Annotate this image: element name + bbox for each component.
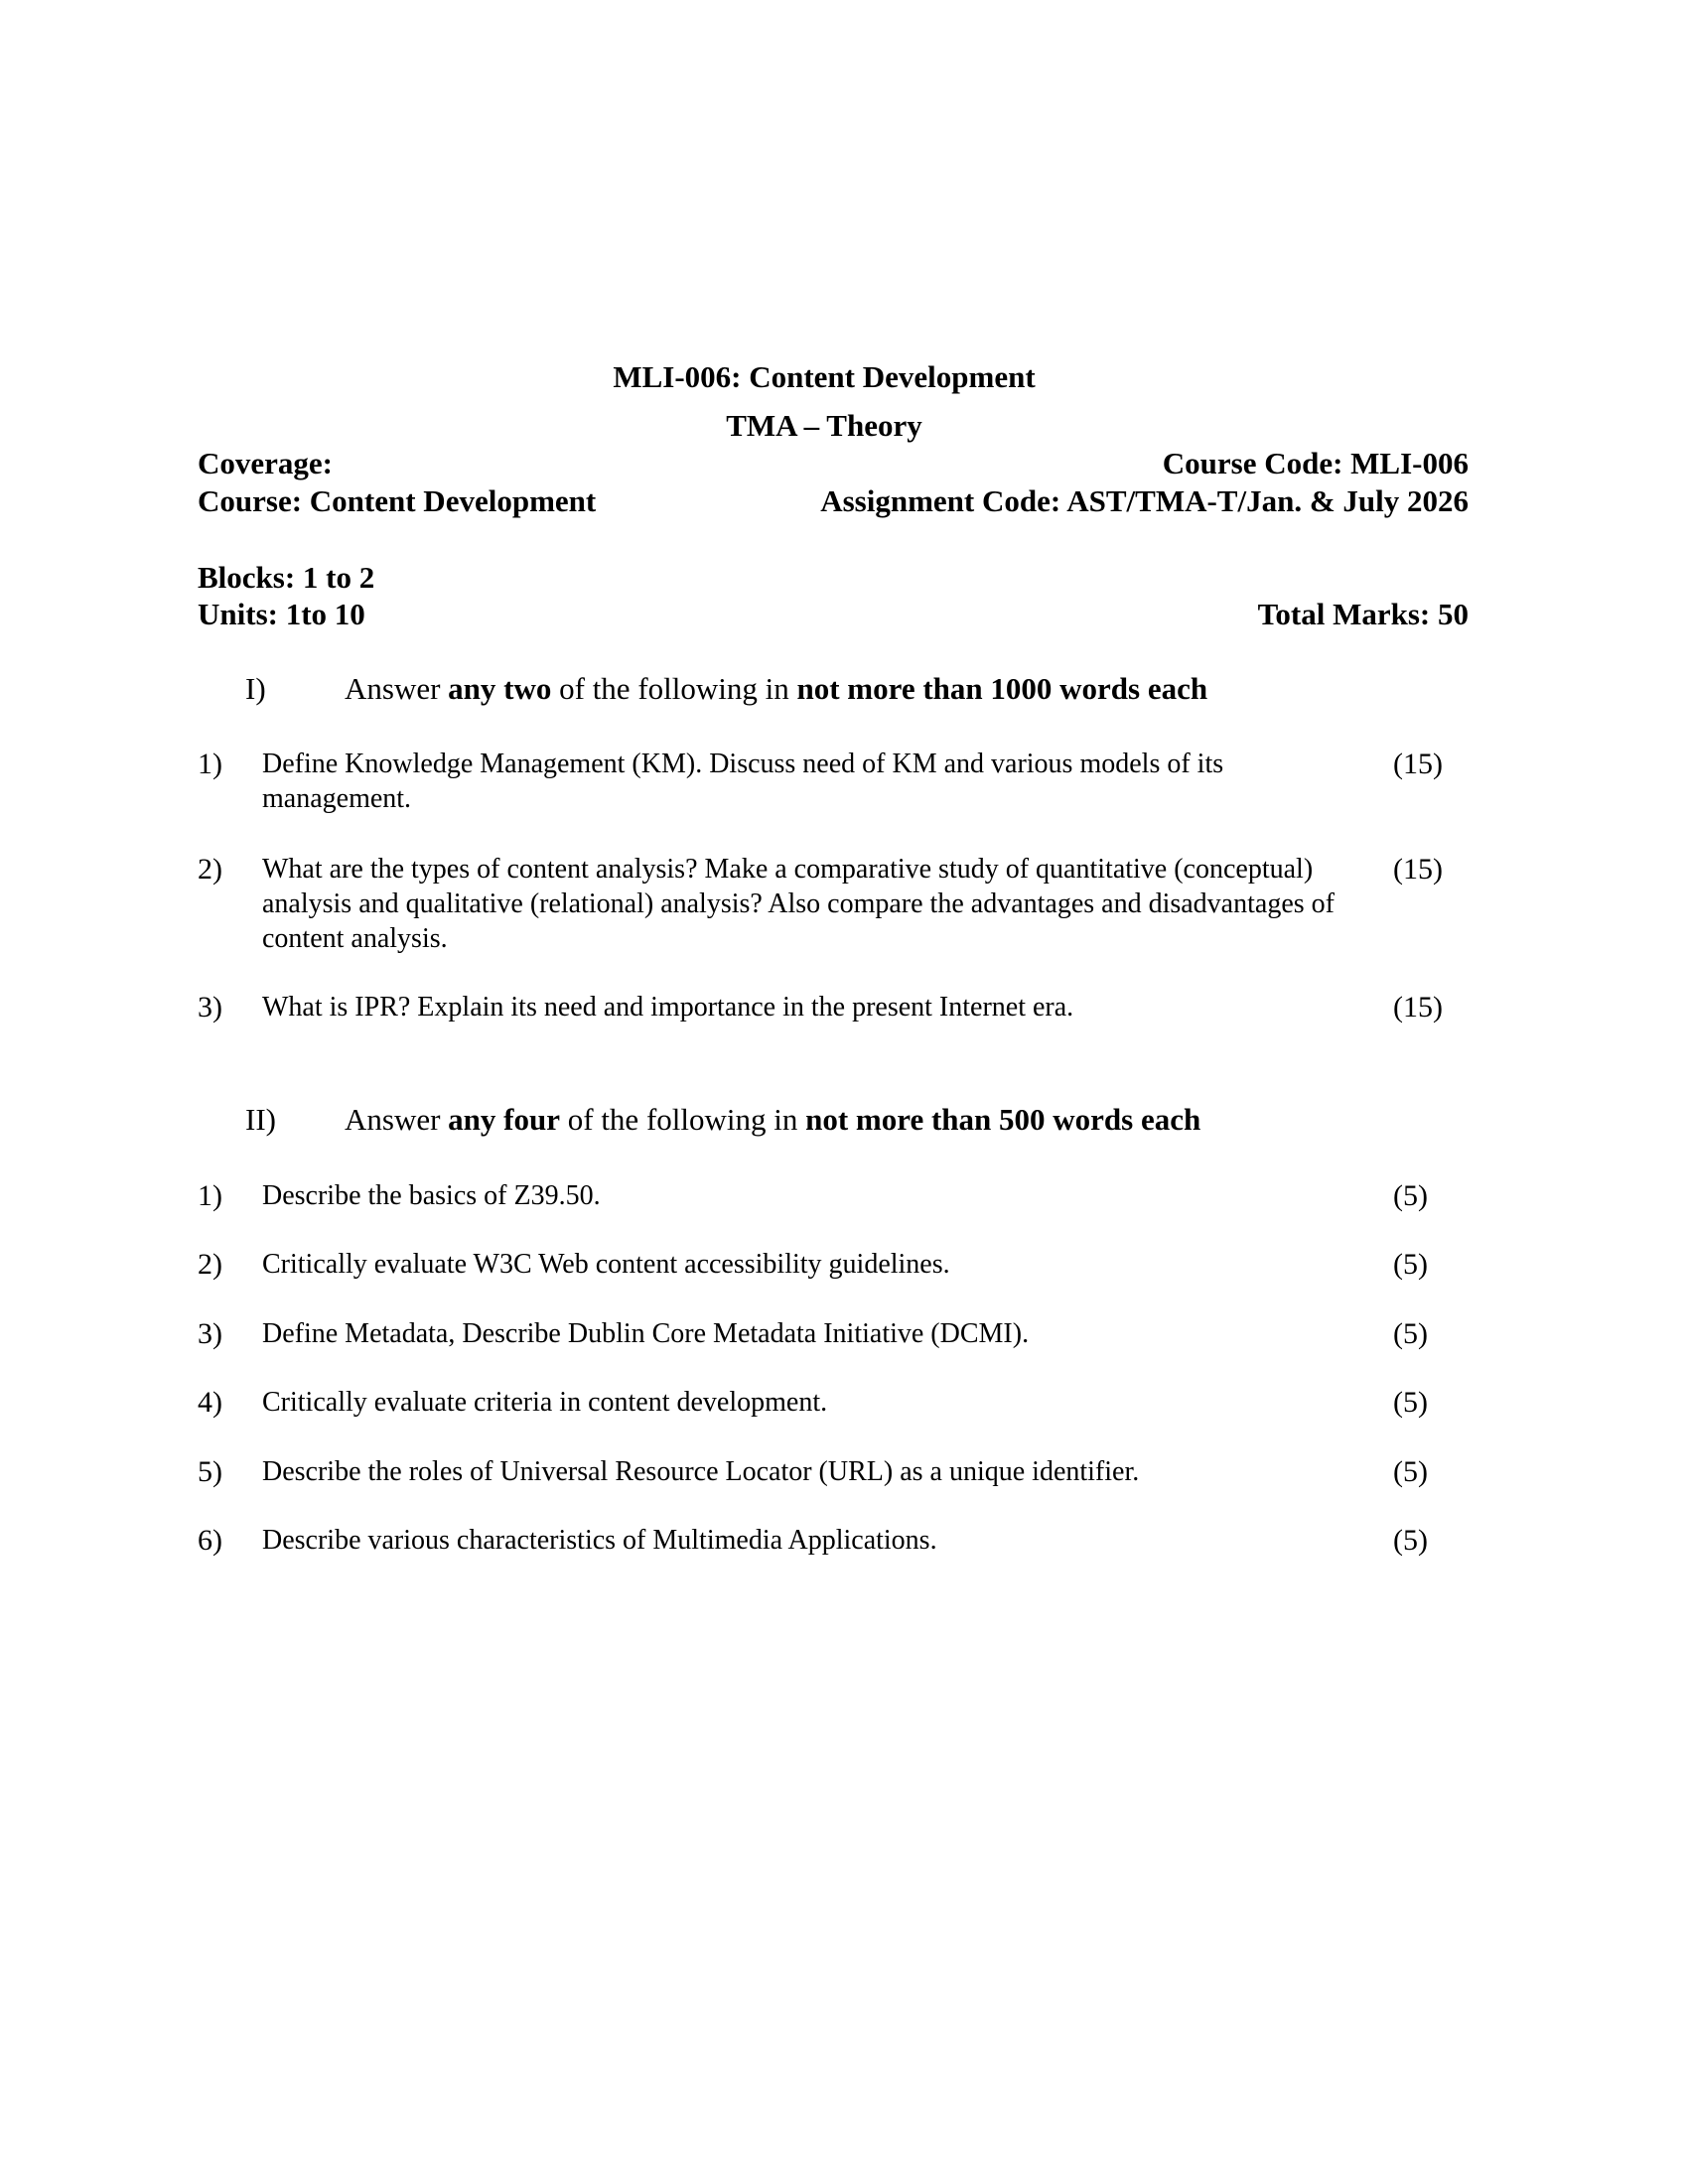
course-name: Course: Content Development: [198, 483, 597, 518]
question-text: Define Knowledge Management (KM). Discuss need of KM and various models of its management.: [262, 749, 1224, 814]
instruction-text: of the following in: [560, 1102, 806, 1137]
total-marks: Total Marks: 50: [1257, 597, 1469, 631]
course-code: Course Code: MLI-006: [1162, 446, 1469, 480]
question-text: Critically evaluate W3C Web content accessibility guidelines.: [262, 1249, 950, 1280]
document-subtitle: TMA – Theory: [726, 408, 922, 443]
question-text: Define Metadata, Describe Dublin Core Metadata Initiative (DCMI).: [262, 1318, 1030, 1349]
question-number: 3): [198, 1317, 222, 1350]
instruction-text: Answer: [345, 671, 449, 706]
instruction-emphasis: not more than 500 words each: [805, 1102, 1201, 1137]
question-marks: (5): [1393, 1317, 1428, 1350]
coverage-label: Coverage:: [198, 446, 333, 480]
units-info: Units: 1to 10: [198, 597, 365, 631]
question-number: 6): [198, 1524, 222, 1557]
question-number: 1): [198, 748, 222, 780]
question-marks: (5): [1393, 1524, 1428, 1557]
question-marks: (5): [1393, 1386, 1428, 1419]
question-marks: (15): [1393, 853, 1443, 886]
section-1-numeral: I): [245, 671, 266, 706]
question-text: Critically evaluate criteria in content development.: [262, 1387, 828, 1418]
question-number: 2): [198, 853, 222, 886]
document-title: MLI-006: Content Development: [613, 359, 1036, 394]
question-marks: (15): [1393, 748, 1443, 780]
instruction-text: of the following in: [551, 671, 797, 706]
section-1-instruction: [345, 671, 1207, 707]
question-text: What are the types of content analysis? Make a comparative study of quantitative (conceptual) analysis and qualitative (relational) analysis? Also compare the advantages and disadvantages of content analysis.: [262, 854, 1335, 954]
question-text: What is IPR? Explain its need and importance in the present Internet era.: [262, 992, 1074, 1023]
instruction-emphasis: any four: [448, 1102, 560, 1137]
question-number: 2): [198, 1248, 222, 1281]
question-text: Describe the roles of Universal Resource Locator (URL) as a unique identifier.: [262, 1456, 1140, 1487]
instruction-text: Answer: [345, 1102, 449, 1137]
instruction-emphasis: not more than 1000 words each: [796, 671, 1208, 706]
question-number: 4): [198, 1386, 222, 1419]
question-marks: (5): [1393, 1455, 1428, 1488]
question-marks: (5): [1393, 1179, 1428, 1212]
question-number: 3): [198, 991, 222, 1024]
question-number: 1): [198, 1179, 222, 1212]
question-marks: (5): [1393, 1248, 1428, 1281]
blocks-info: Blocks: 1 to 2: [198, 560, 375, 595]
question-text: Describe various characteristics of Multimedia Applications.: [262, 1525, 937, 1556]
instruction-emphasis: any two: [448, 671, 552, 706]
assignment-code: Assignment Code: AST/TMA-T/Jan. & July 2026: [820, 483, 1469, 518]
question-number: 5): [198, 1455, 222, 1488]
section-2-numeral: II): [245, 1102, 276, 1137]
question-marks: (15): [1393, 991, 1443, 1024]
section-2-instruction: [345, 1102, 1200, 1138]
question-text: Describe the basics of Z39.50.: [262, 1180, 601, 1211]
